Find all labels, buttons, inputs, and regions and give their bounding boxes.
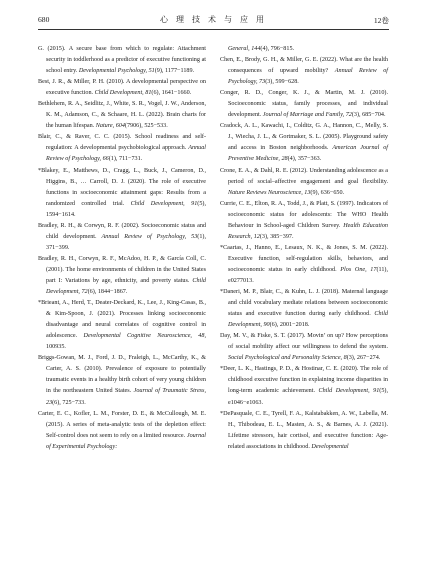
reference-entry: Conger, R. D., Conger, K. J., & Martin, M. J. (2010). Socioeconomic status, family processes, and individual development. Journal of Marriage and Family, 72(3), 685−704. bbox=[220, 90, 388, 119]
reference-entry: *Blakey, E., Matthews, D., Cragg, L., Buck, J., Cameron, D., Higgins, B., … Carroll, D. J. (2020). The role of executive functions in socioeconomic attainment gaps: Results from a randomized controlled trial. Child Development, 91(5), 1594−1614. bbox=[38, 167, 206, 218]
reference-entry: *Brieant, A., Herd, T., Deater-Deckard, K., Lee, J., King-Casas, B., & Kim-Spoon, J. (2021). Processes linking socioeconomic disadvantage and neural correlates of cognitive control in adolescence. Developmental Cognitive Neuroscience, 48, 100935. bbox=[38, 300, 206, 351]
reference-entry: Best, J. R., & Miller, P. H. (2010). A developmental perspective on executive function. Child Development, 81(6), 1641−1660. bbox=[38, 79, 206, 97]
reference-entry: Day, M. V., & Fiske, S. T. (2017). Movin’ on up? How perceptions of social mobility affect our willingness to defend the system. Social Psychological and Personality Science, 8(3), 267−274. bbox=[220, 333, 388, 362]
reference-entry: Briggs-Gowan, M. J., Ford, J. D., Fraleigh, L., McCarthy, K., & Carter, A. S. (2010). Prevalence of exposure to potentially traumatic events in a healthy birth cohort of very young children in the northeastern United States. Journal of Traumatic Stress, 23(6), 725−733. bbox=[38, 355, 206, 406]
reference-entry: Bradley, R. H., & Corwyn, R. F. (2002). Socioeconomic status and child development. Annual Review of Psychology, 53(1), 371−399. bbox=[38, 222, 206, 251]
reference-entry: G. (2015). A secure base from which to regulate: Attachment security in toddlerhood as a predictor of executive functioning at school entry. Developmental Psychology, 51(9), 1177−1189. bbox=[38, 46, 206, 75]
reference-entry: *Caartas, J., Hanno, E., Lesaux, N. K., & Jones, S. M. (2022). Executive function, self-regulation skills, behaviors, and socioeconomic status in early childhood. Plos One, 17(11), e0277013. bbox=[220, 244, 388, 284]
reference-entry: Carter, E. C., Kofler, L. M., Forster, D. E., & McCullough, M. E. (2015). A series of meta-analytic tests of the depletion effect: Self-control does not seem to rely on a limited resource. Journal of Experimental Psychology: bbox=[38, 410, 206, 450]
page-number: 680 bbox=[38, 15, 50, 24]
reference-entry: *Deer, L. K., Hastings, P. D., & Hostinar, C. E. (2020). The role of childhood executive function in explaining income disparities in long-term academic achievement. Child Development, 91(5), e1046−e1063. bbox=[220, 366, 388, 406]
reference-column-right bbox=[220, 44, 388, 453]
reference-column-left bbox=[38, 44, 206, 453]
running-header bbox=[38, 13, 389, 30]
reference-entry: Bethlehem, R. A., Seidlitz, J., White, S. R., Vogel, J. W., Anderson, K. M., Adamson, C., & Schaare, H. L. (2022). Brain charts for the human lifespan. Nature, 604(7906), 525−533. bbox=[38, 101, 206, 130]
reference-entry: Chen, E., Brody, G. H., & Miller, G. E. (2022). What are the health consequences of upward mobility? Annual Review of Psychology, 73(3), 599−628. bbox=[220, 57, 388, 86]
reference-entry: Currie, C. E., Elton, R. A., Todd, J., & Platt, S. (1997). Indicators of socioeconomic status for adolescents: The WHO Health Behaviour in School-aged Children Survey. Health Education Research, 12(3), 385−397. bbox=[220, 200, 388, 240]
reference-entry: Crone, E. A., & Dahl, R. E. (2012). Understanding adolescence as a period of social–affective engagement and goal flexibility. Nature Reviews Neuroscience, 13(9), 636−650. bbox=[220, 167, 388, 196]
reference-entry: *Daneri, M. P., Blair, C., & Kuhn, L. J. (2018). Maternal language and child vocabulary mediate relations between socioeconomic status and executive function during early childhood. Child Development, 90(6), 2001−2018. bbox=[220, 289, 388, 329]
reference-entry: Cradock, A. L., Kawachi, I., Colditz, G. A., Hannon, C., Melly, S. J., Wiecha, J. L., & Gortmaker, S. L. (2005). Playground safety and access in Boston neighborhoods. American Journal of Preventive Medicine, 28(4), 357−363. bbox=[220, 123, 388, 163]
reference-entry: Bradley, R. H., Corwyn, R. F., McAdoo, H. P., & García Coll, C. (2001). The home environments of children in the United States part I: Variations by age, ethnicity, and poverty status. Child Development, 72(6), 1844−1867. bbox=[38, 255, 206, 296]
reference-entry: Blair, C., & Raver, C. C. (2015). School readiness and self-regulation: A developmental psychobiological approach. Annual Review of Psychology, 66(1), 711−731. bbox=[38, 134, 206, 163]
reference-entry-continued: General, 144(4), 796−815. bbox=[228, 46, 295, 52]
journal-title: 心 理 技 术 与 应 用 bbox=[160, 15, 267, 24]
reference-entry: *DePasquale, C. E., Tyrell, F. A., Kalstabakken, A. W., Labella, M. H., Thibodeau, E. L., Masten, A. S., & Barnes, A. J. (2021). Lifetime stressors, hair cortisol, and executive function: Age-related associations in childhood. Developmental bbox=[220, 410, 388, 450]
volume-label: 12卷 bbox=[373, 16, 389, 25]
